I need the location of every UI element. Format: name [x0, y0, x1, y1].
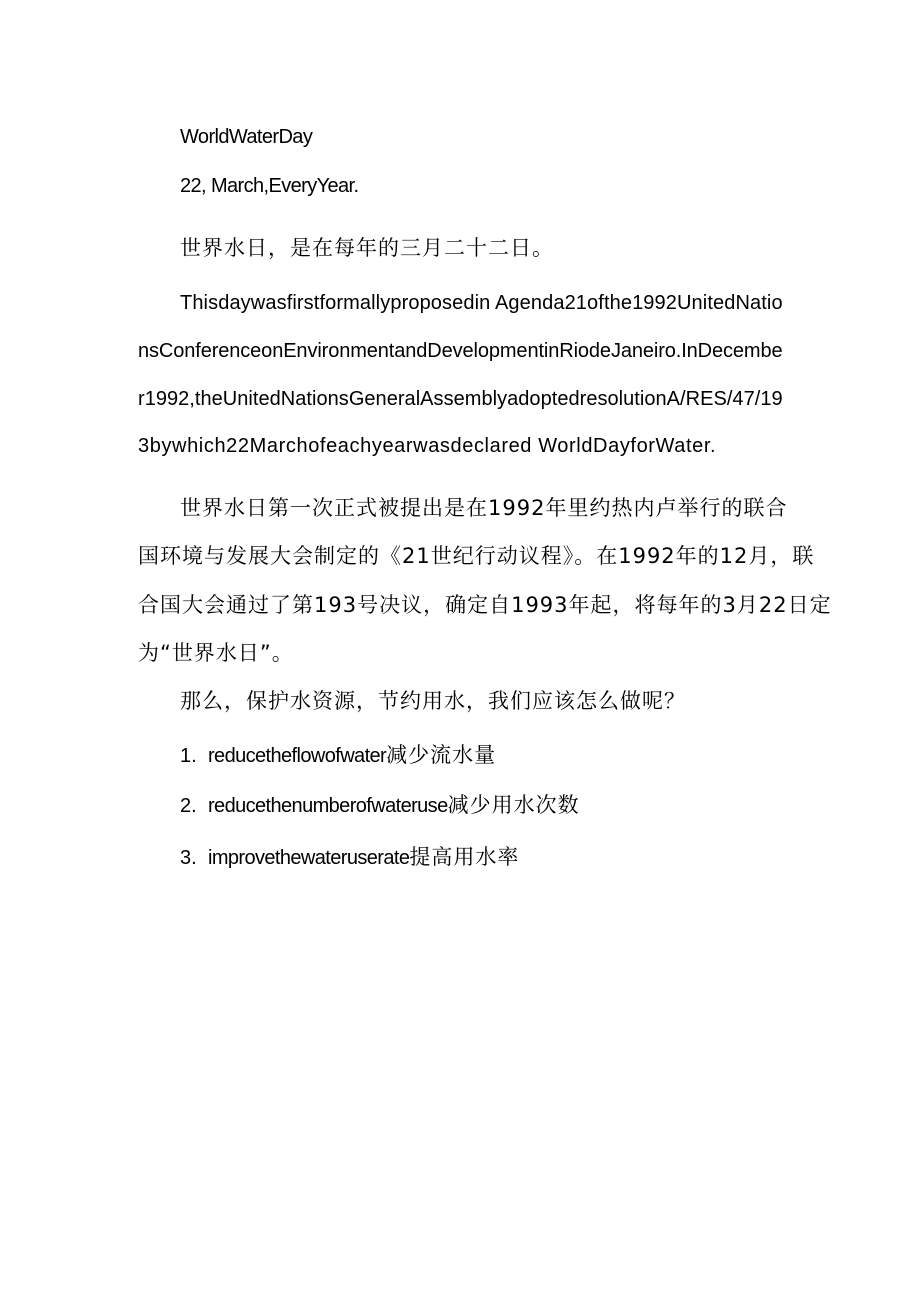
list-text-en: reducetheflowofwater — [208, 745, 387, 767]
document-title: WorldWaterDay — [180, 126, 313, 148]
list-text-en: reducethenumberofwateruse — [208, 795, 448, 817]
paragraph-en-line: 3bywhich22Marchofeachyearwasdeclared WorldDayforWater. — [138, 435, 717, 457]
list-number: 2. — [180, 795, 197, 817]
intro-zh: 世界水日，是在每年的三月二十二日。 — [180, 236, 554, 260]
paragraph-en-line: nsConferenceonEnvironmentandDevelopmentinRiodeJaneiro.InDecembe — [138, 340, 783, 362]
list-text-zh: 减少用水次数 — [447, 793, 580, 817]
paragraph-en-line: Thisdaywasfirstformallyproposedin Agenda21ofthe1992UnitedNatio — [180, 292, 783, 314]
paragraph-zh-line: 合国大会通过了第193号决议，确定自1993年起，将每年的3月22日定 — [138, 593, 832, 617]
date-line: 22, March,EveryYear. — [180, 175, 359, 197]
list-text-zh: 提高用水率 — [409, 845, 520, 869]
list-text-zh: 减少流水量 — [386, 743, 497, 767]
paragraph-zh-line: 为“世界水日”。 — [138, 641, 294, 665]
paragraph-en-line: r1992,theUnitedNationsGeneralAssemblyadoptedresolutionA/RES/47/19 — [138, 388, 783, 410]
list-number: 1. — [180, 745, 197, 767]
list-item — [180, 795, 580, 816]
list-number: 3. — [180, 847, 197, 869]
list-item — [180, 847, 519, 868]
list-item — [180, 745, 496, 766]
list-text-en: improvethewateruserate — [208, 847, 410, 869]
question-zh: 那么，保护水资源，节约用水，我们应该怎么做呢？ — [180, 689, 686, 713]
paragraph-zh-line: 国环境与发展大会制定的《21世纪行动议程》。在1992年的12月，联 — [138, 544, 815, 568]
paragraph-zh-line: 世界水日第一次正式被提出是在1992年里约热内卢举行的联合 — [180, 496, 788, 520]
